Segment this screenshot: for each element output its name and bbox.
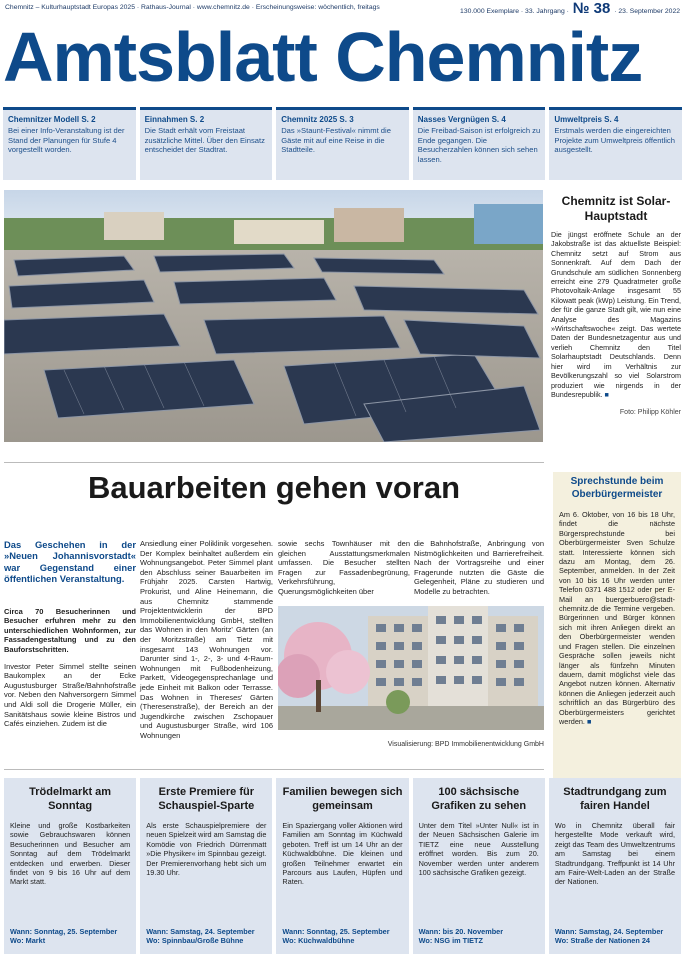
teaser-title: Nasses Vergnügen S. 4	[417, 115, 506, 124]
event-title: Stadtrundgang zum fairen Handel	[563, 786, 667, 812]
event-title: Trödelmarkt am Sonntag	[29, 786, 112, 812]
teaser[interactable]	[276, 107, 409, 180]
article-column-1	[4, 539, 136, 729]
event-meta	[282, 927, 389, 946]
article-lead: Das Geschehen in der »Neuen Johannisvorstadt« war Gegenstand einer öffentlichen Veranstaltung.	[4, 539, 136, 585]
solar-body: Die jüngst eröffnete Schule an der Jakobstraße ist das aktuellste Beispiel: Chemnitz setzt auf Strom aus Sonnenkraft. Auf dem Dach der Grundschule am südlichen Sonnenberg erreicht eine 279 Quadratmeter große Photovoltaik-Anlage insgesamt 55 Kilowatt peak (kWp) Leistung. Ein Trend, der für die ganze Stadt gilt, wie nun eine Analyse des Magazins »Wirtschaftswoche« zeigt. Das wertete Daten der Bundesnetzagentur aus und verlieh Chemnitz den Titel Solarhauptstadt Deutschlands. Denn hier wird im Verhältnis zur Bevölkerungszahl so viel Solarstrom produziert wie nirgends in der Bundesrepublik.	[551, 230, 681, 399]
teaser-text: Die Freibad-Saison ist erfolgreich zu Ende gegangen. Die Besucherzahlen können sich sehen lassen.	[417, 126, 541, 164]
teaser-title: Chemnitz 2025 S. 3	[281, 115, 354, 124]
teaser-title: Chemnitzer Modell S. 2	[8, 115, 96, 124]
teaser-title: Einnahmen S. 2	[144, 115, 205, 124]
teaser[interactable]	[413, 107, 546, 180]
issue-date: 23. September 2022	[618, 8, 680, 15]
article-column-3: sowie sechs Townhäuser mit den gleichen Ausstattungsmerkmalen umfassen. Die Besucher stellten Fragen zur Fassadenbegrünung, Verkehrsführung, Querungsmöglichkeiten über	[278, 539, 410, 596]
photo-credit: Foto: Philipp Köhler	[619, 409, 681, 417]
event-when: Wann: Sonntag, 25. September	[10, 926, 118, 936]
event-when: Wann: Samstag, 24. September	[146, 926, 255, 936]
visualization-credit: Visualisierung: BPD Immobilienentwicklung GmbH	[387, 741, 544, 748]
event-text: Wo in Chemnitz überall fair hergestellte Mode verkauft wird, zeigt das Team des Umweltzentrums am Samstag bei einem Stadtrundgang. Treffpunkt ist 14 Uhr am Faire-Welt-Laden an der Straße der Nationen.	[554, 821, 676, 887]
event-meta	[146, 927, 254, 946]
event-when: Wann: Sonntag, 25. September	[282, 926, 390, 936]
consultation-title: Sprechstunde beim Oberbürgermeister	[570, 476, 664, 500]
article-intro: Circa 70 Besucherinnen und Besucher erfuhren mehr zu den unterschiedlichen Wohnformen, zur Fassadengestaltung und zu den Bauforstschritten.	[4, 606, 136, 654]
event-title: Erste Premiere für Schauspiel-Sparte	[158, 786, 255, 812]
event-box	[140, 778, 272, 954]
event-box	[4, 778, 136, 954]
event-meta	[10, 927, 117, 946]
end-mark: ■	[604, 389, 609, 399]
event-text: Kleine und große Kostbarkeiten sowie Gebrauchswaren können Besucherinnen und Besucher am Sonntag auf dem Trödelmarkt entdecken und erwerben. Dieser findet von 9 bis 16 Uhr auf dem Markt statt.	[10, 821, 131, 887]
issue-info: 130.000 Exemplare · 33. Jahrgang · № 38 · 23. September 2022	[460, 0, 680, 17]
event-where: Wo: Markt	[10, 936, 46, 946]
event-text: Ein Spaziergang voller Aktionen wird Familien am Sonntag im Küchwald geboten. Treff ist um 14 Uhr an der Küchwaldbühne. Die kleinen und großen Teilnehmer erwartet ein Parcours aus Laufen, Hüpfen und Raten.	[282, 821, 403, 887]
event-meta	[419, 927, 503, 946]
main-headline: Bauarbeiten gehen voran	[87, 470, 461, 505]
consultation-body: Am 6. Oktober, von 16 bis 18 Uhr, findet die nächste Bürgersprechstunde bei Oberbürgermeister Sven Schulze statt. Interessierte können sich dazu am Montag, dem 26. September, anmelden. In der Zeit von 10 bis 16 Uhr werden unter Telefon 0371 488 1512 oder per E-Mail an buergerbuero@stadt-chemnitz.de die Termine vergeben. Bürgerinnen und Bürger können sich mit ihren Anliegen direkt an den Oberbürgermeister wenden und Fragen stellen. Die einzelnen Gespräche sollen jeweils nicht länger als fünfzehn Minuten dauern, damit möglichst viele das Angebot nutzen können. Alternativ können die Anliegen jederzeit auch schriftlich an das Bürgerbüro des Oberbürgermeisters gerichtet werden.	[559, 510, 675, 726]
event-where: Wo: Straße der Nationen 24	[554, 936, 650, 946]
teaser-text: Erstmals werden die eingereichten Projekte zum Umweltpreis öffentlich ausgestellt.	[554, 126, 675, 155]
event-text: Als erste Schauspielpremiere der neuen Spielzeit wird am Samstag die Komödie von Friedrich Dürrenmatt »Die Physiker« im Spinnbau gezeigt. Der Premierenvorhang hebt sich um 19.30 Uhr.	[146, 821, 267, 878]
mayor-consultation-box	[553, 472, 681, 784]
event-box	[276, 778, 408, 954]
teaser-row	[3, 107, 682, 180]
solar-text	[551, 230, 681, 399]
teaser-text: Das »Staunt-Festival« nimmt die Gäste mit auf eine Reise in die Stadtteile.	[281, 126, 391, 155]
event-box	[413, 778, 545, 954]
solar-article	[551, 194, 681, 416]
event-meta	[555, 927, 663, 946]
teaser[interactable]	[140, 107, 273, 180]
consultation-text	[559, 510, 675, 726]
teaser-text: Die Stadt erhält vom Freistaat zusätzliche Mittel. Über den Einsatz entscheidet der Stadtrat.	[144, 126, 265, 155]
teaser-title: Umweltpreis S. 4	[554, 115, 619, 124]
article-column-4: die Bahnhofstraße, Anbringung von Nistmöglichkeiten und Barrierefreiheit. Nach der Vortragsreihe und einer Fragerunde nutzten die Gäste die Gelegenheit, Pläne zu studieren und Modelle zu betrachten.	[414, 539, 544, 596]
masthead-title: Amtsblatt Chemnitz	[3, 18, 643, 96]
teaser-text: Bei einer Info-Veranstaltung ist der Stand der Planungen für Stufe 4 vorgestellt worden.	[8, 126, 125, 155]
event-box	[549, 778, 681, 954]
event-when: Wann: Samstag, 24. September	[554, 926, 664, 936]
teaser[interactable]	[3, 107, 136, 180]
event-where: Wo: Küchwaldbühne	[282, 936, 355, 946]
article-text: Investor Peter Simmel stellte seinen Baukomplex an der Ecke Augustusburger Straße/Bahnhofstraße vor. Neben den Nahversorgern Simmel und Aldi soll die Drogerie Müller, ein Sanitätshaus sowie kleine Bistros und Cafés einziehen. Zudem ist die	[4, 661, 136, 729]
event-where: Wo: NSG im TIETZ	[418, 936, 483, 946]
publication-info: Chemnitz – Kulturhauptstadt Europas 2025 · Rathaus-Journal · www.chemnitz.de · Erscheinungsweise: wöchentlich, freitags	[5, 4, 380, 11]
event-boxes	[4, 778, 681, 954]
end-mark: ■	[587, 716, 592, 726]
teaser[interactable]	[549, 107, 682, 180]
volume: 33. Jahrgang	[525, 8, 565, 15]
circulation: 130.000 Exemplare	[460, 8, 519, 15]
solar-roof-photo	[4, 190, 543, 442]
event-when: Wann: bis 20. November	[418, 926, 504, 936]
event-text: Unter dem Titel »Unter Null« ist in der Neuen Sächsischen Galerie im TIETZ eine neue Ausstellung eröffnet worden. Bis zum 20. November werden unter anderem 100 sächsische Grafiken gezeigt.	[418, 821, 539, 878]
event-where: Wo: Spinnbau/Große Bühne	[146, 936, 244, 946]
issue-number: № 38	[572, 0, 611, 17]
divider	[4, 462, 544, 463]
event-title: Familien bewegen sich gemeinsam	[282, 786, 403, 812]
event-title: 100 sächsische Grafiken zu sehen	[431, 786, 527, 812]
article-column-2: Ansiedlung einer Poliklinik vorgesehen. Der Komplex beinhaltet außerdem ein Wohnungsangebot. Peter Simmel plant den Abschluss seiner Bauarbeiten im Frühjahr 2025. Carsten Hartwig, Prokurist, und Aline Heinemann, die aus Chemnitz stammende Projektentwicklerin der BPD Immobilienentwicklung GmbH, stellten das Wohnen in den Moritz' Gärten (an der Moritzstraße) am Tietz mit insgesamt 143 Wohnungen vor. Darunter sind 1-, 2-, 3- und 4-Raum-Wohnungen mit Fußbodenheizung, Parkett, Videogegensprechanlage und jede Einheit mit Balkon oder Terrasse. Das Wohnen in Thereses' Gärten (Theresenstraße), der Bereich an der Jugendkirche zwischen Zschopauer und Augustusburger Straße, wird 106 Wohnungen	[140, 539, 273, 740]
divider	[4, 769, 544, 770]
solar-title: Chemnitz ist Solar-Hauptstadt	[561, 194, 671, 223]
building-visualization	[278, 606, 544, 730]
